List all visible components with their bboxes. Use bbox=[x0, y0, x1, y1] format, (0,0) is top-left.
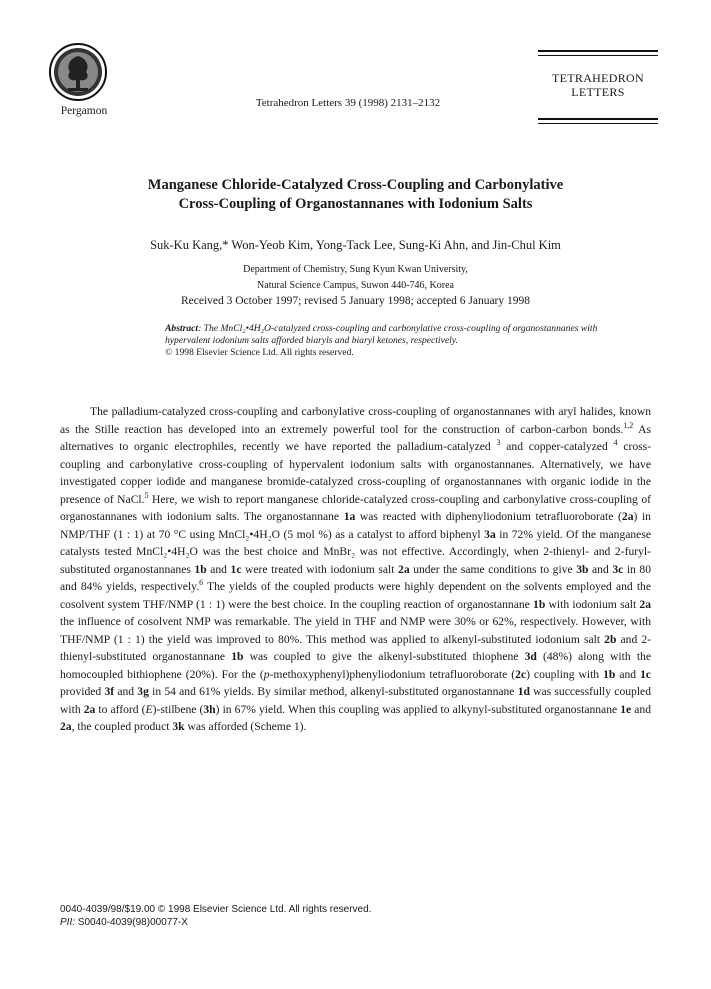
italic-prefix: E bbox=[145, 702, 153, 716]
title-line-2: Cross-Coupling of Organostannanes with Iodonium Salts bbox=[178, 196, 533, 212]
reference-mark: 3 bbox=[496, 438, 501, 448]
compound-number: 2a bbox=[398, 562, 410, 576]
reference-mark: 1,2 bbox=[623, 420, 634, 430]
title-line-1: Manganese Chloride-Catalyzed Cross-Coupling and Carbonylative bbox=[147, 177, 564, 193]
body-text-run: and bbox=[615, 667, 641, 681]
compound-number: 1c bbox=[640, 667, 652, 681]
compound-number: 3d bbox=[524, 650, 537, 663]
elsevier-tree-icon bbox=[48, 42, 108, 102]
page-footer bbox=[60, 903, 651, 929]
body-paragraph bbox=[60, 403, 651, 736]
body-text-run: Here, we wish to report manganese chloride-catalyzed cross-coupling and carbonylative cross-coupling of organostannanes with iodonium salts. The organostannane bbox=[60, 492, 651, 523]
body-text-run: under the same conditions to give bbox=[409, 562, 577, 576]
body-text-run: cross-coupling and carbonylative cross-coupling of hypervalent iodonium salts with organostannanes. Alternatively, we have investigated copper iodide and manganese bromide-catalyzed cross-coupling of organostannanes with organic iodide in the presence of NaCl. bbox=[60, 440, 652, 506]
body-text-run: and bbox=[114, 685, 138, 698]
body-text-run: in 72% yield. Of the manganese catalysts tested MnCl₂•4H₂O was the best choice and MnBr₂ was not effective. Accordingly, when 2-thienyl- and 2-furyl-substituted organostannanes bbox=[60, 527, 651, 576]
compound-number: 1a bbox=[343, 510, 356, 523]
compound-number: 1d bbox=[517, 685, 530, 698]
body-text-run: with iodonium salt bbox=[545, 597, 640, 611]
body-text-run: )-stilbene ( bbox=[152, 702, 204, 716]
body-text-run: , the coupled product bbox=[71, 720, 173, 733]
abstract-text: : The MnCl₂•4H₂O-catalyzed cross-coupling and carbonylative cross-coupling of organostannanes with hypervalent iodonium salts afforded biaryls and biaryl ketones, respectively. bbox=[165, 323, 598, 346]
pii-value: S0040-4039(98)00077-X bbox=[75, 917, 188, 928]
affiliation-line-1: Department of Chemistry, Sung Kyun Kwan University, bbox=[243, 264, 468, 275]
body-text-run: As alternatives to organic electrophiles, recently we have reported the palladium-catalyzed bbox=[60, 422, 651, 453]
body-text-run: were treated with iodonium salt bbox=[241, 562, 399, 576]
body-text bbox=[60, 403, 651, 736]
body-text-run: The yields of the coupled products were highly dependent on the solvents employed and the cosolvent system THF/NMP (1 : 1) were the best choice. In the coupling reaction of organostannane bbox=[60, 580, 651, 611]
body-text-run: -methoxyphenyl)phenyliodonium tetrafluoroborate ( bbox=[269, 667, 516, 681]
received-dates: Received 3 October 1997; revised 5 January 1998; accepted 6 January 1998 bbox=[180, 295, 531, 307]
body-text-run: ) coupling with bbox=[526, 667, 604, 681]
body-text-run: and bbox=[631, 702, 652, 716]
italic-prefix: p bbox=[263, 667, 270, 681]
brand-rule-top bbox=[538, 50, 658, 52]
body-text-run: in 54 and 61% yields. By similar method, alkenyl-substituted organostannane bbox=[148, 685, 518, 698]
brand-line-1: TETRAHEDRON bbox=[552, 71, 644, 85]
footer-copyright: 0040-4039/98/$19.00 © 1998 Elsevier Science Ltd. All rights reserved. bbox=[60, 904, 372, 915]
journal-reference: Tetrahedron Letters 39 (1998) 2131–2132 bbox=[255, 97, 441, 109]
compound-number: 1e bbox=[620, 702, 632, 716]
body-text-run: was reacted with diphenyliodonium tetrafluoroborate ( bbox=[355, 510, 622, 523]
body-text-run: the influence of cosolvent NMP was remarkable. The yield in THF and NMP were 30% or 62%, respectively. However, with THF/NMP (1 : 1) the yield was improved to 80%. This method was applied to alkenyl-substituted iodonium salt bbox=[60, 615, 651, 646]
body-text-run: provided bbox=[60, 685, 105, 698]
body-text-run: and copper-catalyzed bbox=[500, 440, 614, 453]
brand-line-2: LETTERS bbox=[571, 85, 625, 99]
body-text-run: to afford ( bbox=[95, 702, 146, 716]
footer-pii bbox=[60, 916, 651, 929]
compound-number: 1b bbox=[603, 667, 616, 681]
brand-rule-top-thin bbox=[538, 55, 658, 56]
brand-rule-bottom bbox=[538, 118, 658, 120]
abstract bbox=[165, 323, 605, 359]
reference-mark: 4 bbox=[613, 438, 618, 448]
compound-number: 2a bbox=[60, 720, 72, 733]
compound-number: 3h bbox=[203, 702, 216, 716]
publisher-logo bbox=[48, 42, 108, 102]
body-text-run: ) in NMP/THF (1 : 1) at 70 °C using MnCl₂•4H₂O (5 mol %) as a catalyst to afford biphenyl bbox=[60, 510, 651, 541]
compound-number: 3g bbox=[137, 685, 149, 698]
compound-number: 1b bbox=[194, 562, 207, 576]
body-text-run: and 2-thienyl-substituted organostannane bbox=[60, 632, 651, 663]
compound-number: 1b bbox=[533, 597, 546, 611]
body-text-run: was successfully coupled with bbox=[60, 685, 651, 716]
journal-brand bbox=[538, 71, 658, 99]
reference-mark: 6 bbox=[199, 578, 204, 588]
body-text-run: and bbox=[588, 562, 613, 576]
affiliation-line-2: Natural Science Campus, Suwon 440-746, Korea bbox=[257, 280, 454, 291]
compound-number: 3b bbox=[576, 562, 589, 576]
body-text-run: (48%) along with the homocoupled bithiophene (20%). For the ( bbox=[60, 650, 651, 681]
publisher-name: Pergamon bbox=[60, 105, 108, 117]
abstract-label: Abstract bbox=[165, 323, 199, 334]
compound-number: 3k bbox=[172, 720, 185, 733]
body-text-run: was afforded (Scheme 1). bbox=[184, 720, 307, 733]
compound-number: 2a bbox=[621, 510, 634, 523]
compound-number: 2a bbox=[639, 597, 651, 611]
abstract-copyright: © 1998 Elsevier Science Ltd. All rights reserved. bbox=[165, 347, 354, 358]
compound-number: 1b bbox=[231, 650, 244, 663]
pii-label: PII: bbox=[60, 917, 76, 928]
reference-mark: 5 bbox=[144, 490, 149, 500]
body-text-run: ) in 67% yield. When this coupling was applied to alkynyl-substituted organostannane bbox=[215, 702, 621, 716]
compound-number: 1c bbox=[230, 562, 242, 576]
compound-number: 3c bbox=[612, 562, 624, 576]
body-text-run: and bbox=[206, 562, 231, 576]
brand-rule-bottom-thin bbox=[538, 123, 658, 124]
body-text-run: was coupled to give the alkenyl-substituted thiophene bbox=[243, 650, 525, 663]
article-title bbox=[60, 176, 651, 214]
body-text-run: in 80 and 84% yields, respectively. bbox=[60, 562, 651, 593]
affiliation bbox=[60, 262, 651, 294]
compound-number: 2c bbox=[515, 667, 527, 681]
compound-number: 3a bbox=[484, 527, 496, 541]
compound-number: 2b bbox=[604, 632, 617, 646]
compound-number: 3f bbox=[104, 685, 115, 698]
author-list: Suk-Ku Kang,* Won-Yeob Kim, Yong-Tack Lee, Sung-Ki Ahn, and Jin-Chul Kim bbox=[150, 238, 561, 252]
compound-number: 2a bbox=[83, 702, 96, 716]
body-text-run: The palladium-catalyzed cross-coupling and carbonylative cross-coupling of organostannanes with aryl halides, known as the Stille reaction has developed into an extremely powerful tool for the construction of carbon-carbon bonds. bbox=[60, 405, 651, 436]
